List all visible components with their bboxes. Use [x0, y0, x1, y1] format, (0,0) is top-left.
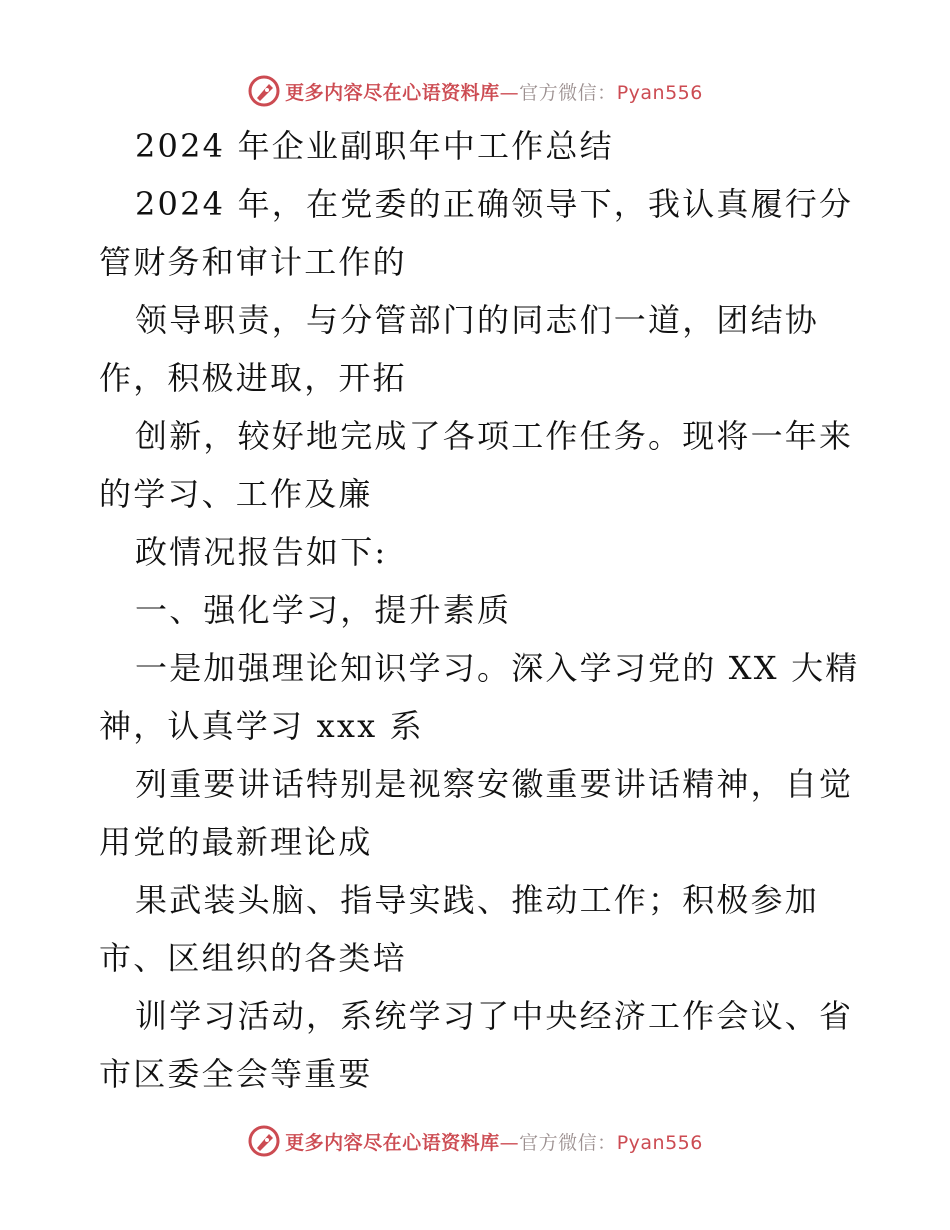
watermark-dash: —	[499, 1131, 520, 1154]
text-line: 训学习活动，系统学习了中央经济工作会议、省	[135, 997, 854, 1035]
text-line: 列重要讲话特别是视察安徽重要讲话精神，自觉	[135, 765, 854, 803]
text-line: 2024 年，在党委的正确领导下，我认真履行分	[135, 185, 854, 223]
watermark-main-text: 更多内容尽在心语资料库	[285, 81, 500, 104]
text-line: 市、区组织的各类培	[99, 939, 407, 977]
watermark-main-text: 更多内容尽在心语资料库	[285, 1131, 500, 1154]
watermark-text	[285, 78, 703, 105]
text-line: 创新，较好地完成了各项工作任务。现将一年来	[135, 417, 854, 455]
watermark-dash: —	[499, 81, 520, 104]
watermark-label: 官方微信：	[519, 81, 617, 104]
text-line: 用党的最新理论成	[99, 823, 373, 861]
watermark-label: 官方微信：	[519, 1131, 617, 1154]
text-line: 市区委全会等重要	[99, 1055, 373, 1093]
text-line: 果武装头脑、指导实践、推动工作；积极参加	[135, 881, 820, 919]
text-line: 政情况报告如下:	[135, 533, 388, 571]
text-line: 管财务和审计工作的	[99, 243, 407, 281]
text-line: 一、强化学习，提升素质	[135, 591, 512, 629]
footer-watermark	[0, 1121, 950, 1161]
watermark-contact: Pyan556	[616, 1131, 703, 1154]
document-title: 2024 年企业副职年中工作总结	[135, 127, 614, 165]
text-line: 作，积极进取，开拓	[99, 359, 407, 397]
text-line: 的学习、工作及廉	[99, 475, 373, 513]
watermark-text	[285, 1128, 703, 1155]
pen-nib-icon	[247, 74, 281, 108]
pen-nib-icon	[247, 1124, 281, 1158]
text-line: 领导职责，与分管部门的同志们一道，团结协	[135, 301, 820, 339]
header-watermark	[0, 71, 950, 111]
text-line: 神，认真学习 xxx 系	[99, 707, 424, 745]
watermark-contact: Pyan556	[616, 81, 703, 104]
text-line: 一是加强理论知识学习。深入学习党的 XX 大精	[135, 649, 860, 687]
